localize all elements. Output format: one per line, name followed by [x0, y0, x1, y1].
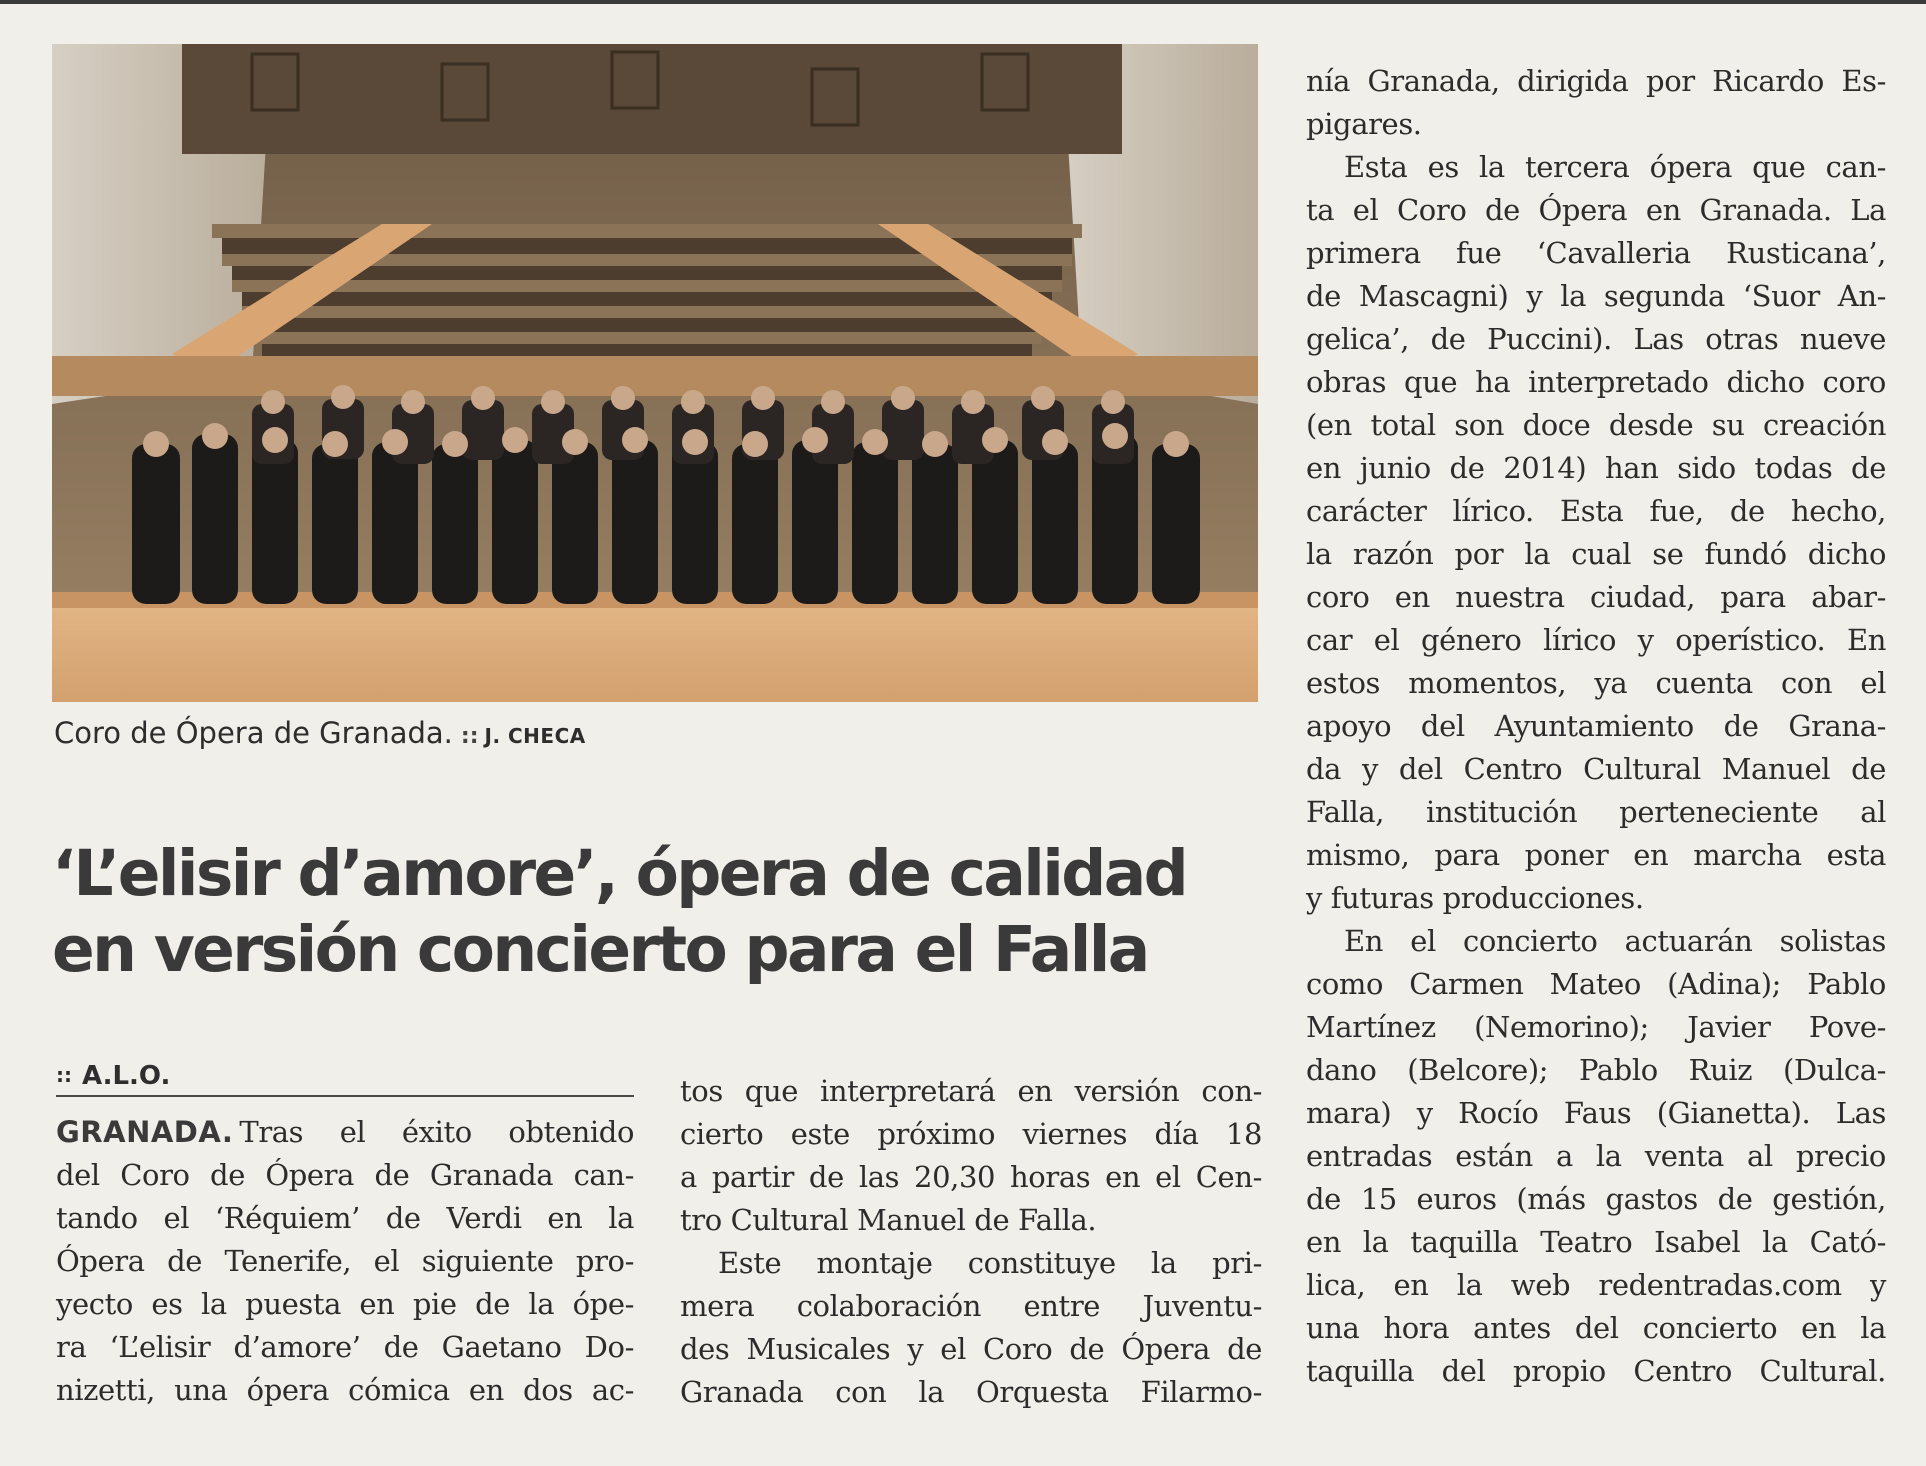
article-line: y futuras producciones. — [1306, 881, 1644, 915]
article-line: pigares. — [1306, 107, 1422, 141]
photo-caption — [54, 716, 586, 750]
article-line: obras que ha interpretado dicho coro — [1306, 365, 1886, 399]
headline-line-1: ‘L’elisir d’amore’, ópera de calidad — [52, 837, 1187, 910]
choir-photo — [52, 44, 1258, 702]
article-line: ra ‘L’elisir d’amore’ de Gaetano Do- — [56, 1330, 634, 1364]
article-line: mera colaboración entre Juventu- — [680, 1289, 1262, 1323]
article-line: de 15 euros (más gastos de gestión, — [1306, 1182, 1886, 1216]
article-line: en junio de 2014) han sido todas de — [1306, 451, 1886, 485]
top-rule — [0, 0, 1926, 4]
byline — [56, 1061, 634, 1097]
article-line: coro en nuestra ciudad, para abar- — [1306, 580, 1886, 614]
article-line: a partir de las 20,30 horas en el Cen- — [680, 1160, 1262, 1194]
article-line: estos momentos, ya cuenta con el — [1306, 666, 1886, 700]
article-line: des Musicales y el Coro de Ópera de — [680, 1332, 1262, 1366]
article-line: mismo, para poner en marcha esta — [1306, 838, 1886, 872]
article-line: mara) y Rocío Faus (Gianetta). Las — [1306, 1096, 1886, 1130]
article-line: Martínez (Nemorino); Javier Pove- — [1306, 1010, 1886, 1044]
article-line: (en total son doce desde su creación — [1306, 408, 1886, 442]
article-line: da y del Centro Cultural Manuel de — [1306, 752, 1886, 786]
article-line — [56, 1111, 634, 1154]
article-line: en la taquilla Teatro Isabel la Cató- — [1306, 1225, 1886, 1259]
article-line: dano (Belcore); Pablo Ruiz (Dulca- — [1306, 1053, 1886, 1087]
article-line: Granada con la Orquesta Filarmo- — [680, 1375, 1262, 1409]
article-column-3 — [1306, 60, 1886, 1393]
article-line: primera fue ‘Cavalleria Rusticana’, — [1306, 236, 1886, 270]
article-line: yecto es la puesta en pie de la ópe- — [56, 1287, 634, 1321]
headline-line-2: en versión concierto para el Falla — [52, 913, 1148, 986]
caption-text: Coro de Ópera de Granada. — [54, 716, 453, 750]
article-line: entradas están a la venta al precio — [1306, 1139, 1886, 1173]
article-line: de Mascagni) y la segunda ‘Suor An- — [1306, 279, 1886, 313]
article-line: apoyo del Ayuntamiento de Grana- — [1306, 709, 1886, 743]
article-line: carácter lírico. Esta fue, de hecho, — [1306, 494, 1886, 528]
article-line: tos que interpretará en versión con- — [680, 1074, 1262, 1108]
article-line: En el concierto actuarán solistas — [1344, 924, 1886, 958]
article-line: nizetti, una ópera cómica en dos ac- — [56, 1373, 634, 1407]
article-line: la razón por la cual se fundó dicho — [1306, 537, 1886, 571]
article-line: gelica’, de Puccini). Las otras nueve — [1306, 322, 1886, 356]
article-column-2 — [680, 1070, 1262, 1414]
article-line-text: Tras el éxito obtenido — [239, 1115, 634, 1149]
article-line: tro Cultural Manuel de Falla. — [680, 1203, 1097, 1237]
article-line: taquilla del propio Centro Cultural. — [1306, 1354, 1886, 1388]
article-line: Ópera de Tenerife, el siguiente pro- — [56, 1244, 634, 1278]
byline-separator: :: — [56, 1063, 72, 1087]
article-line: ta el Coro de Ópera en Granada. La — [1306, 193, 1886, 227]
article-column-1 — [56, 1111, 634, 1412]
article-line: Este montaje constituye la pri- — [718, 1246, 1262, 1280]
caption-separator: :: — [460, 724, 479, 749]
photo-credit: J. CHECA — [484, 724, 586, 748]
article-line: car el género lírico y operístico. En — [1306, 623, 1886, 657]
choir-photo-illustration — [52, 44, 1258, 702]
article-line: como Carmen Mateo (Adina); Pablo — [1306, 967, 1886, 1001]
article-line: del Coro de Ópera de Granada can- — [56, 1158, 634, 1192]
article-line: Falla, institución perteneciente al — [1306, 795, 1886, 829]
article-line: una hora antes del concierto en la — [1306, 1311, 1886, 1345]
dateline: GRANADA. — [56, 1115, 234, 1149]
article-line: nía Granada, dirigida por Ricardo Es- — [1306, 64, 1886, 98]
article-line: Esta es la tercera ópera que can- — [1344, 150, 1886, 184]
article-line: cierto este próximo viernes día 18 — [680, 1117, 1262, 1151]
headline — [52, 836, 1272, 988]
article-line: tando el ‘Réquiem’ de Verdi en la — [56, 1201, 634, 1235]
byline-author: A.L.O. — [82, 1061, 171, 1091]
article-line: lica, en la web redentradas.com y — [1306, 1268, 1886, 1302]
